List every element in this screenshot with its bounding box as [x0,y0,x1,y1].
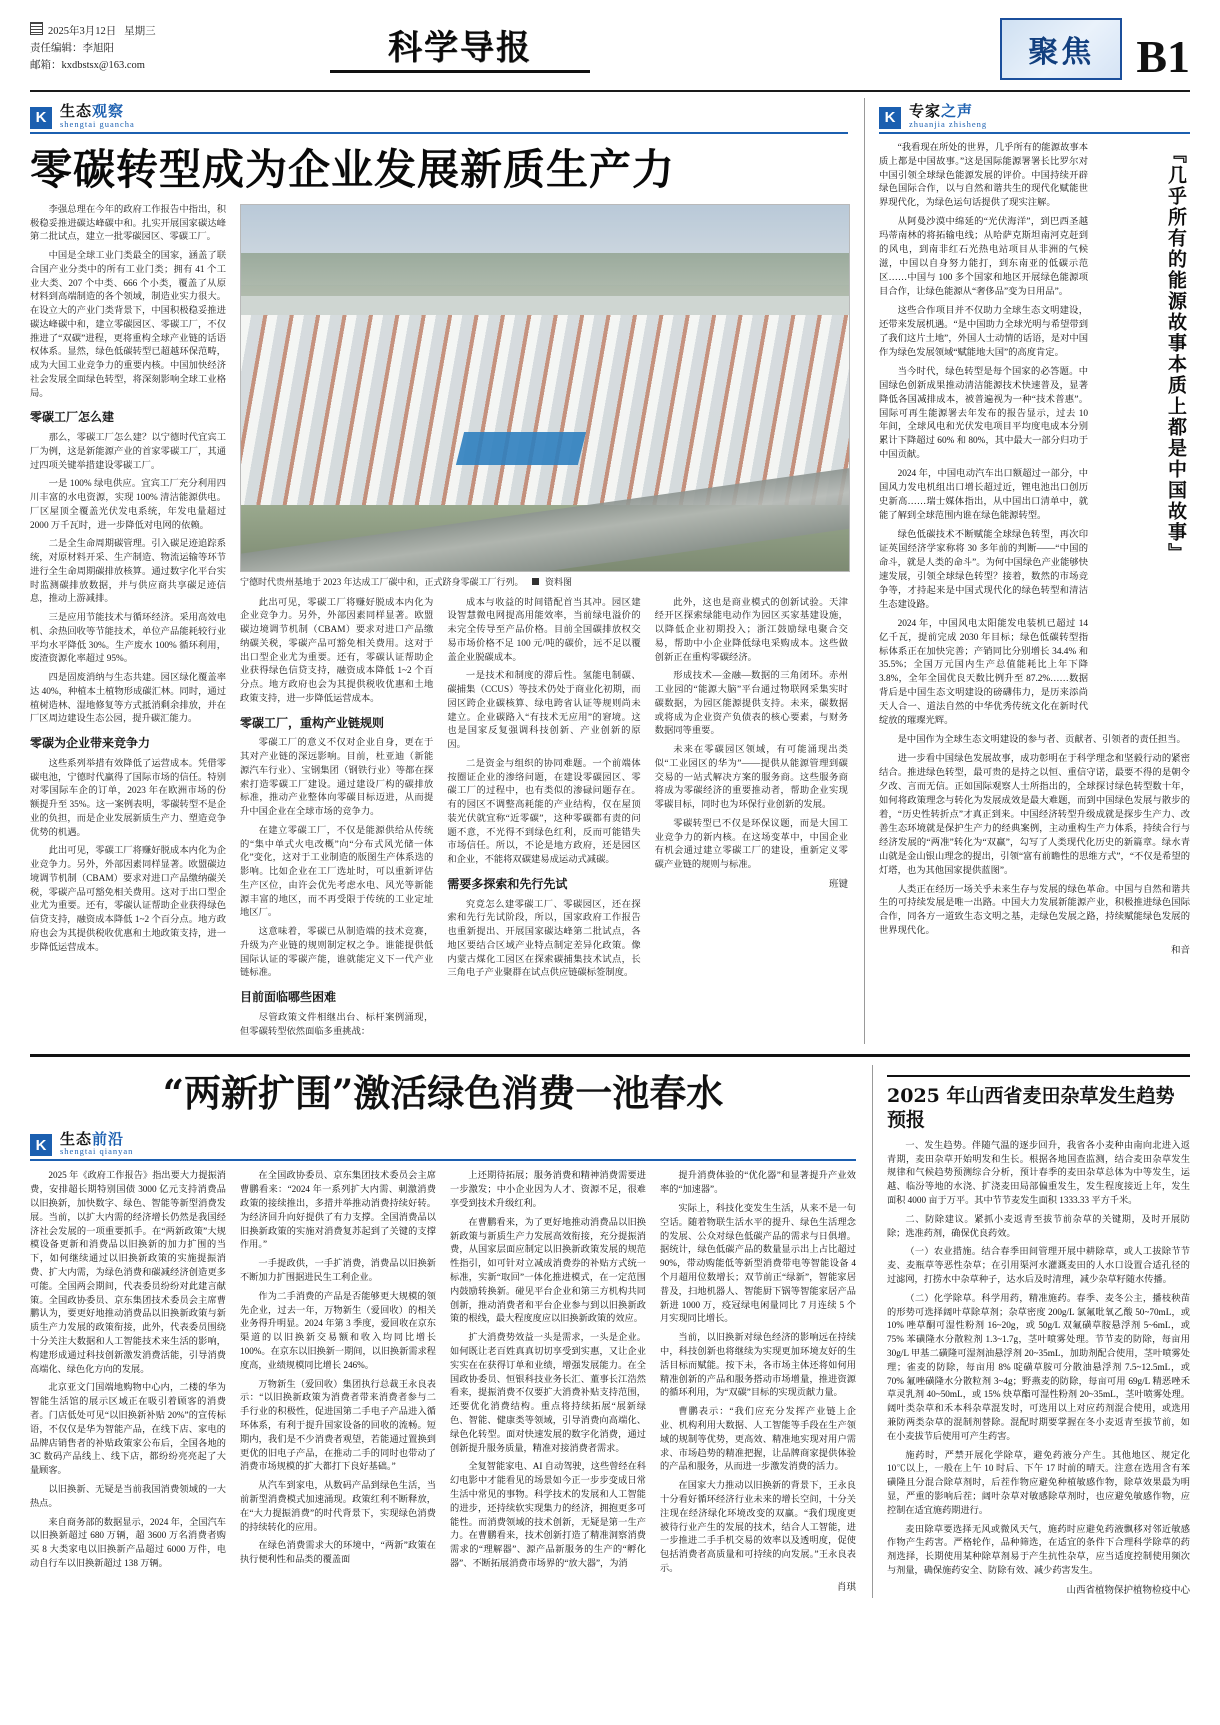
section-name-group [909,104,987,129]
section-name-pinyin: zhuanjia zhisheng [909,118,988,129]
article3-body [887,1139,1190,1598]
paragraph: 从汽车到家电，从数码产品到绿色生活，当前新型消费模式加速涌现。政策红利不断释放，在“大力提振消费”的时代背景下，实现绿色消费的持续转化的应用。 [240,1480,436,1532]
paragraph: 当前，以旧换新对绿色经济的影响远在持续中，科技创新也将继续为实现更加环境友好的生活目标而赋能。按下未，各市场主体还将如何用精准创新的产品和服务搭动市场增量，推进资源的循环利用，为“双碳”目标的实现贡献力量。 [660,1332,856,1398]
paragraph: 李强总理在今年的政府工作报告中指出，积极稳妥推进碳达峰碳中和。扎实开展国家碳达峰第二批试点，建立一批零碳园区、零碳工厂。 [30,204,226,243]
section-name-group [60,104,135,129]
section-divider [30,1159,856,1161]
paragraph: 以旧换新、无疑是当前我国消费领域的一大热点。 [30,1483,226,1508]
section-name-pinyin: shengtai qianyan [60,1146,134,1157]
article1-col2 [240,597,433,1045]
paragraph: 尽管政策文件相继出台、标杆案例涌现，但零碳转型依然面临多重挑战： [240,1012,434,1037]
paragraph: 究竟怎么建零碳工厂、零碳园区，还在探索和先行先试阶段，所以，国家政府工作报告也重新提出、开展国家碳达峰第二批试点，各地区要结合区域产业特点制定差异化政策。像内蒙古煤化工园区在探索碳捕集技术试点，长三角电子产业聚群在试点供应链碳标签制度。 [447,899,641,979]
k-logo-icon: K [30,1134,52,1156]
photo-caption-text: 宁德时代贵州基地于 2023 年达成工厂碳中和，正式跻身零碳工厂行列。 [240,576,524,587]
article1-headline: 零碳转型成为企业发展新质生产力 [30,144,676,194]
section-name-accent: 观察 [92,102,125,120]
article2-sign: 和音 [1170,946,1190,957]
article3-column [872,1065,1190,1598]
masthead-right [1000,18,1190,80]
photo-credit: 资料图 [545,576,573,587]
paragraph: 2024 年，中国风电太阳能发电装机已超过 14 亿千瓦，提前完成 2030 年目标；绿色低碳转型指标体系正在加快完善；产销同比分别增长 34.4% 和 35.5%；全国万元国内生产总值能耗比上年下降 3.8%，全年全国优良天数比例升至 87.2%……数据背后是中国生态文明建设的磅礴伟力，是历来添尚天人合一、道法自然的中华优秀传统文化在新时代绽放的璀璨光辉。 [879,618,1088,727]
paragraph: 在全国政协委员、京东集团技术委员会主席曹鹏看来：“2024 年一系列扩大内需、刺激消费政策的接续推出，多措并举推动消费持续好转。为经济回升向好提供了有力支撑。全国消费品以旧换新政策的实施对消费复苏起到了关键的支撑作用。” [240,1170,436,1250]
paragraph: 这些系列举措有效降低了运营成本。凭借零碳电池，宁德时代赢得了国际市场的信任。特别对零国际车企的订单，2023 年在欧洲市场的份额提升至 35%。这一案例表明，零碳转型不是企业的负担，而是企业发展新质生产力、塑造竞争优势的机遇。 [30,758,227,838]
k-logo-icon: K [30,107,52,129]
photo-blue-roof [456,432,586,465]
k-logo-icon: K [879,107,901,129]
paragraph: 这意味着，零碳已从制造端的技术竞赛，升级为产业链的规则制定权之争。谁能提供低国际认证的零碳产能，谁就能定义下一代产业链标准。 [240,927,434,979]
section-name-cn [60,104,135,120]
paragraph: 一手提政供，一手扩消费，消费品以旧换新不断加力扩围据进民生工利企业。 [240,1258,436,1282]
paragraph: 2024 年，中国电动汽车出口额超过一部分，中国风力发电机组出口增长超过近，锂电池出口创历史新高……瑞士媒体指出，从中国出口清单中，就能了解到全球范围内谁在绿色能源转型。 [879,469,1088,522]
paragraph: 在建立零碳工厂，不仅是能源供给从传统的“集中单式火电改概”向“分布式风光储一体化”变化，这对于工业制造的版图生产体系迭的影响。比如企业在工厂选址时，可以重新评估生产区位，由许会优先考虑水电、风光等新能源丰富的地区，而不再受限于传统的工业定址地区厂。 [240,825,434,919]
section-name-accent: 之声 [941,102,974,120]
section-name-accent: 前沿 [92,1129,125,1148]
article3-source: 山西省植物保护植物检疫中心 [1066,1585,1190,1596]
editor-line: 责任编辑：李旭阳 [30,43,114,54]
paragraph: 零碳工厂的意义不仅对企业自身，更在于其对产业链的深远影响。目前，杜亚迪（新能源汽车行业）、宝钢集团（钢铁行业）等都在探索打造零碳工厂建设。通过建设厂构的碳排放标准，推动产业整体向零碳目标迈进，从而提升中国企业在全球市场的竞争力。 [240,738,434,818]
paragraph: 这些合作项目并不仅助力全球生态文明建设，还带来发展机遇。“是中国助力全球光明与希望带到了我们这片土地”，外国人士动情的话语，是对中国作为绿色发展领域“赋能地大国”的高度肯定。 [879,305,1088,358]
article1-col3 [447,597,640,1045]
section-name-prefix: 生态 [60,1129,93,1148]
main-article-column [30,98,848,1044]
article4-headline: “两新扩围”激活绿色消费一池春水 [162,1071,724,1116]
section-divider [30,132,848,134]
paragraph: 二是资金与组织的协同难题。一个前端体按圈证企业的渗络问题，在建设零碳园区、零碳工厂的过程中，也有类似的渗碌问题存在。有的园区不调整高耗能的产业结构，仅在屋顶装光伏就宜称“近零碳”，这种零碳都有责的问题不意，不光得不到绿色红利，反而可能错失市场信任。所以，不论是地方政府，还是园区和企业，不能将双碳建易成运动式减碳。 [447,758,641,866]
page-number: B1 [1136,31,1190,82]
paragraph: 在国家大力推动以旧换新的背景下，王永良十分看好循环经济行业未来的增长空间，十分关注现在经济绿化环境改变的双赢。“我们现度更被待行业产生的发展的技术，结合人工智能，进一步推进二手手机交易的效率以及透明度，促使包括消费者高质量和可持续的向发展。”王永良表示。 [660,1480,856,1573]
paragraph: 那么，零碳工厂怎么建？以宁德时代宜宾工厂为例，这是新能源产业的首家零碳工厂，其通过四项关键举措建设零碳工厂。 [30,433,226,471]
article1-subhead-3: 零碳工厂，重构产业链规则 [240,715,385,730]
article3-title: 2025 年山西省麦田杂草发生趋势预报 [887,1075,1190,1133]
paragraph: 在曹鹏看来，为了更好地推动消费品以旧换新政策与新质生产力发展高效衔接，充分提振消费，从国家层面应制定以旧换新政策发展的规范性指引，如可针对立减成消费券的补贴方式统一标准，实新“取回”一体化推进模式，在一定范围内鼓励转换新。碰见平台企业和第三方机构共同创新，推动消费者和平台企业参与到以旧换新政策的根线，最大程度度应以旧换新政策的效应。 [450,1216,646,1324]
square-bullet-icon [532,578,539,585]
article2-vertical-title: 『几乎所有的能源故事本质上都是中国故事』 [1165,143,1187,564]
paragraph: 二是全生命周期碳管理。引入碳足迹追踪系统，对原材料开采、生产制造、物流运输等环节进行全生命周期碳排放核算。通过数字化平台实时监测碳排放数据，并与供应商共享碳足迹信息，推动上游减排。 [30,539,226,605]
article1-subhead-1: 零碳工厂怎么建 [30,410,115,425]
top-area [30,98,1190,1044]
paragraph: 上还期待拓展；服务消费和精神消费需要进一步激发；中小企业因为人才、资源不足，很难享受到技术升级红利。 [450,1170,646,1208]
paragraph: 全复智能家电、AI 自动驾驶，这些曾经在科幻电影中才能看见的场景如今正一步步变成日常生活中常见的事物。科学技术的发展和人工智能的进步，还持续软实现集力的经济，拥抱更多可能性。而消费领域的技术创新，无疑是第一生产力。在曹鹏看来，技术创新打造了精准洞察消费需求的“理解器”、源产品新服务的生产的“孵化器”、不断拓展消费市场界的“放大器”，为消 [450,1461,646,1568]
section-name-pinyin: shengtai guancha [60,118,135,129]
article1-byline: 班键 [828,879,848,890]
paragraph: 实际上，科技化变发生生活，从来不是一句空话。随着物联生活水平的提升、绿色生活理念的发展、公众对绿色低碳产品的需求与日俱增。据统计，绿色低碳产品的数量显示出上占比超过 90%，带动购能低等新型消费带电等智能设备 4 个月超用位数增长；双节前正“绿新”，智能家居普及，扫地机器人、智能厨下锅等智能家居产品新进 1000 万，疫冠绿电闲量同比 7 月连续 5 个月实现同比增长。 [660,1202,856,1324]
paragraph: 一是 100% 绿电供应。宜宾工厂充分利用四川丰富的水电资源，实现 100% 清洁能源供电。厂区屋顶全覆盖光伏发电系统，年发电量超过 2000 万千瓦时，进一步降低对电网的依赖。 [30,479,226,531]
article2-body [879,142,1190,959]
paragraph: “我看现在所处的世界，几乎所有的能源故事本质上都是中国故事。”这是国际能源署署长比罗尔对中国引领全球绿色能源发展的评价。中国持续开辟绿色国际合作，以与自然和谐共生的现代化赋能世界现代化，为绿色运句话提供了现实注解。 [879,142,1088,209]
paragraph: 万物新生（爱回收）集团执行总裁王永良表示：“以旧换新政策为消费者带来消费者参与二手行业的积极性，促进国第二手电子产品进入循环体系，有利于提升国家设备的回收的流畅。短期内，我们是不少消费者观望，若能通过置换到更优的旧电子产品，在推动二手的同时也带动了消费市场规模的扩大都打下良好基础。” [240,1378,436,1472]
photo-caption [240,576,848,589]
section-header-frontier [30,1126,856,1157]
expert-column [864,98,1190,1044]
barcode-icon [30,22,43,35]
paragraph: 二、防除建议。紧抓小麦返青至拔节前杂草的关键期，及时开展防除；选准药剂，确保优良药效。 [887,1213,1190,1238]
paragraph: 此出可见，零碳工厂将赚好脱成本内化为企业竞争力。另外，外部因素同样显著。欧盟碳边境调节机制（CBAM）要求对进口产品缴纳碳关税，零碳产品可豁免相关费用。这对于出口型企业尤为重要。还有，零碳认证帮助企业获得绿色信贷支持，融资成本降低 1~2 个百分点。地方政府也会为其提供税收优惠和土地政策支持，进一步降低运营成本。 [30,846,226,953]
section-name-prefix: 专家 [909,102,942,120]
article1-subhead-2: 零碳为企业带来竞争力 [30,736,151,751]
article4-col2 [240,1169,436,1595]
paragraph: 零碳转型已不仅是环保议题，而是大国工业竞争力的新内核。在这场变革中，中国企业有机会通过建立零碳工厂的建设，重新定义零碳产业链的规则与标准。 [654,818,848,871]
article1-right-block [240,204,848,1044]
article4-byline: 肖琪 [836,1582,856,1593]
paragraph: 曹鹏表示：“我们应充分发挥产业链上企业、机构利用大数据、人工智能等手段在生产领域的规制等优势，更高效、精准地实现对用户需求、市场趋势的精准把握，让品牌商家提供体验的产品和服务，从而进一步激发消费的活力。 [660,1406,856,1472]
article1-photo-block [240,204,848,589]
paragraph: 扩大消费势效益一头是需求，一头是企业。如何既让老百姓真真切切享受到实惠，又让企业实实在在获得订单和业绩，增强发展能力。在全国政协委员、恒银科技业务长汇、董事长江浩然看来，提振消费不仅要扩大消费补贴支持范围，还要优化消费结构。重点将持续拓展“展新绿色、智能、健康类等领域，引导消费向高端化、绿色化转型。面对快速发展的数字化消费，通过创新提升服务质量，精准对接消费者需求。 [450,1332,646,1453]
paragraph: 麦田除草要选择无风或微风天气，施药时应避免药液飘移对邻近敏感作物产生药害。严格轮作，品种筛选，在适宜的条件下合理科学除草的药剂选择，长期使用某种除草剂易于产生抗性杂草，应当适度控制使用频次与剂量，确保施药安全、防除有效、减少药害发生。 [887,1523,1190,1575]
section-name-prefix: 生态 [60,102,93,120]
paragraph: 北京亚文门国端地购物中心内，二楼的华为智能生活馆的展示区域正在吸引着顾客的消费者。门店低处可见“以旧换新补贴 20%”的宣传标语，不仅仅是华为智能产品，在线下店、家电的品牌店销售者的补贴政策家公布后，全国各地的 3C 数码产品线上、线下店，都纷纷亮亮起了大量顾客。 [30,1382,226,1476]
paragraph: 中国是全球工业门类最全的国家，涵盖了联合国产业分类中的所有工业门类；拥有 41 个工业大类、207 个中类、666 个小类，覆盖了从原材料到高端制造的各个领域，制造业实力很大。在设立大的产业门类背景下，中国积极稳妥推进碳达峰碳中和，建立零碳园区、零碳工厂，不仅推进了“双碳”进程，更将重构全球产业链的话语权体系。显然，绿色低碳转型已超越环保范畴，成为大国工业竞争力的重要内核。中国加快经济社会发展全面绿色转型，将深刻影响全球工业格局。 [30,251,226,399]
paragraph: 提升消费体验的“优化器”和显著提升产业效率的“加速器”。 [660,1170,856,1195]
article1-body [30,204,848,1044]
paragraph: 一、发生趋势。伴随气温的逐步回升，我省各小麦种由南向北进入返青期，麦田杂草开始明发和生长。根据各地国查监测，结合麦田杂草发生规律和气候趋势预测综合分析，预计春季的麦田杂草总体为中等发生，运越、临汾等地的水浇、扩浇麦田局部偏重发生，发生程度接近上年，发生面积 4000 亩于万平。其中节节麦发生面积 1333.33 平方千米。 [887,1139,1190,1205]
paragraph: 进一步看中国绿色发展故事，成功彰明在于科学理念和坚毅行动的紧密结合。推进绿色转型，最可贵的是持之以恒、重信守诺，最要不得的是朝令夕改、言而无信。正如国际观察人士所指出的，全球探讨绿色转型数十年，如何将政策理念与转化为发展成效是最大难题，而到中国绿色发展与散步的着，“历史性转折点”才真正到来。中国经济转型升级成就是探步生产力、改善生态环境就是保护生产力的经典案例，主动重构生产力体系，持续合行与经济发展的“两准”转化为“双赢”，勾写了人类现代化历史的新篇章。绿水青山就是金山银山理念的提出，引领“富有前瞻性的思维方式”，“不仅是希望的灯塔，也为其他国家提供蓝图”。 [879,754,1190,876]
paragraph: 三是应用节能技术与循环经济。采用高效电机、余热回收等节能技术，单位产品能耗较行业平均水平降低 30%。生产废水 100% 循环利用，废渣资源化率超过 95%。 [30,613,226,665]
section-header-ecology [30,98,848,129]
paragraph: 来自商务部的数据显示，2024 年，全国汽车以旧换新超过 680 万辆，超 3600 万名消费者购买 8 大类家电以旧换新产品超过 6000 万件，电动自行车以旧换新超过 138 万辆。 [30,1516,226,1568]
article1-subhead-5: 需要多探索和先行先试 [447,876,568,891]
masthead [30,18,1190,92]
paragraph: 在绿色消费需求大的环境中，“两新”政策在执行便利性和品类的覆盖面 [240,1540,436,1565]
paper-title [330,20,590,69]
paragraph: 此出可见，零碳工厂将赚好脱成本内化为企业竞争力。另外，外部因素同样显著。欧盟碳边境调节机制（CBAM）要求对进口产品缴纳碳关税，零碳产品可豁免相关费用。这对于出口型企业尤为重要。还有，零碳认证帮助企业获得绿色信贷支持，融资成本降低 1~2 个百分点。地方政府也会为其提供税收优惠和土地政策支持，进一步降低运营成本。 [240,597,434,704]
section-divider [879,132,1190,134]
paragraph: （二）化学除草。科学用药，精准施药。春季、麦冬公主，播枝秧苗的形势可选择阔叶草除草剂；杂草密度 200g/L 氯氟吡氧乙酸 50~70mL，或 10% 唑草酮可湿性粉剂 16~20g，或 50g/L 双氟磺草胺悬浮剂 5~6mL，或 75% 苯磺隆水分散粒剂 1.3~1.7g，茎叶喷雾处理。节节麦的防除，每亩用 30g/L 甲基二磺隆可湿剂油悬浮剂 20~35mL，加助剂配合使用，茎叶喷雾处理；雀麦的防除，每亩用 8% 啶磺草胺可分散油悬浮剂 7.5~12.5mL，或 70% 氟唑磺隆水分散粒剂 3~4g；野燕麦的防除，每亩可用 69g/L 精恶唑禾草灵乳剂 40~50mL，或 15% 炔草酯可湿性粉剂 20~35mL，茎叶喷雾处理。阔叶类杂草和禾本科杂草混发时，可选用以上对应药剂混合使用，或选用兼防两类杂草的混制剂替除。混配时期要掌握在冬小麦返青至拔节前，如在小麦拔节后使用可产生药害。 [887,1292,1190,1441]
article4-col4 [660,1169,856,1595]
email-line: 邮箱：kxdbstsx@163.com [30,60,145,71]
section-header-expert [879,98,1190,129]
paragraph: 施药时，严禁开展化学除草，避免药液分产生。其他地区、规定化 10℃以上，一般在上午 10 时后、下午 17 时前的晴天。注意在选用含有苯磺隆且分混合除草剂时，后茬作物应避免种植敏感作物，除草效果最为明显，严重的影响后茬；阔叶杂草对敏感除草剂时，也应避免敏感作物，应控制在适宜施药期进行。 [887,1449,1190,1515]
article4-col1 [30,1169,226,1595]
issue-weekday: 星期三 [124,26,156,37]
bottom-area [30,1065,1190,1598]
section-name-group [60,1129,134,1157]
masthead-meta [30,22,156,74]
paragraph: 是中国作为全球生态文明建设的参与者、贡献者、引领者的责任担当。 [897,735,1186,746]
section-name-cn [909,104,987,120]
paragraph: 形成技术—金融—数据的三角闭环。赤州工业园的“能源大脑”平台通过物联网采集实时碳数据，为园区能源提供支持。未来，碳数据或将成为企业资产负债表的核心要素，与财务数据同等重要。 [654,671,848,737]
article1-subhead-4: 目前面临哪些困难 [240,990,337,1005]
paragraph: 四是固废消纳与生态共建。园区绿化覆盖率达 40%，种植本土植物形成碳汇林。同时，通过植树造林、湿地修复等方式抵消剩余排放，并在厂区周边建设生态公园，提升碳汇能力。 [30,673,227,725]
paragraph: 绿色低碳技术不断赋能全球绿色转型，再次印证英国经济学家称将 30 多年前的判断——“中国的命斗，就是人类的命斗”。为何中国绿色产业能够快速发展，引领全球绿色转型？接着，数然的市场竞争等，才持起来是中国式现代化的绿色转型和清洁生态建设路。 [879,530,1088,610]
section-badge-text: 聚焦 [1028,35,1095,70]
paragraph: （一）农业措施。结合春季田间管理开展中耕除草，或人工拔除节节麦、麦瓶草等恶性杂草；在引用渠河水灌溉麦田的人水口设置合适孔径的过滤网，打捞水中杂草种子，达水后及时清理，减少杂草籽随水传播。 [887,1246,1190,1284]
paragraph: 作为二手消费的产品是否能够更大规模的领先企业，过去一年，万物新生（爱回收）的相关业务得升明显。2024 年第 3 季度，爱回收在京东渠道的以旧换新交易额和收入均同比增长 100%。在京东以旧换新一期间，以旧换新需求程度高，业绩规模同比增长 246%。 [240,1290,436,1370]
section-name-cn [60,1129,133,1148]
article1-lower-columns [240,597,848,1045]
factory-aerial-photo [240,204,850,572]
article4-col3 [450,1169,646,1595]
title-underline [330,70,590,73]
paragraph: 2025 年《政府工作报告》指出要大力提振消费，安排超长期特别国债 3000 亿元支持消费品以旧换新，加快数字、绿色、智能等新型消费发展。当前，以扩大内需的经济增长仍然是我国经济社会发展的一项重要抓手。在“两新政策”大规模设备更新和消费品以旧换新的加力扩围的当下，如何继续通过以旧换新政策的实施提振消费、扩大内需，为绿色消费和碳减经济创造更多可能。全国两会期间，代表委员纷纷对此建言献策。全国政协委员、京东集团技术委员会主席曹鹏认为，要更好地推动消费品以旧换新政策与新质生产力发展的政策衔接，此外，代表委员围绕十分关注大数据和人工智能技术来生活的影响，构建形成通过科技创新激发消费活能，引导消费高端化、绿色化方向的发展。 [30,1170,226,1374]
section-rule [30,1054,1190,1057]
paragraph: 从阿曼沙漠中绵延的“光伏海洋”，到巴西圣越玛蒂南林的将拓输电线；从哈萨克斯坦南河克赶到的风电，到南非红石光热电站项目从非洲的气候滋，中国以自身努力能打，到东南亚的低碳示范区……中国与 100 多个国家和地区开展绿色能源项目合作，让绿色能源从“奢侈品”变为日用品”。 [879,217,1088,298]
issue-date: 2025年3月12日 [48,26,117,37]
paragraph: 成本与收益的时间错配首当其冲。园区建设智慧微电网提高用能效率，当前绿电溢价的未完全传导至产品价格。目前全国碳排放权交易市场价格不足 100 元/吨的碳价，远不足以覆盖企业脱碳成本。 [447,597,641,663]
paragraph: 当今时代，绿色转型是每个国家的必答题。中国绿色创新成果推动清洁能源技术快速普及，显著降低各国减排成本，被普遍视为一种“技术普惠”。国际可再生能源署去年发布的报告显示，过去 10 年间，全球风电和光伏发电项目平均度电成本分别累计下降超过 60% 和 80%，其中最大一部分归功于中国贡献。 [879,366,1088,461]
paragraph: 未来在零碳园区领域，有可能涌现出类似“工业园区的华为”——提供从能源管理到碳交易的一站式解决方案的服务商。这些服务商将成为零碳经济的重要推动者，帮助企业实现零碳目标，同时也为环保行业创新的发展。 [654,745,848,811]
article4-column [30,1065,856,1598]
section-badge [1000,18,1122,80]
article4-columns [30,1169,856,1595]
paragraph: 此外，这也是商业模式的创新试验。天津经开区探索绿能电动作为园区买家基建设施，以降低企业初期投入；浙江鼓励绿电聚合交易，帮助中小企业降低绿电采购成本。这些做创新正在重构零碳经济。 [654,597,848,663]
photo-hills [241,253,849,297]
article1-col4 [655,597,848,1045]
paper-title-text: 科学导报 [388,28,532,68]
paragraph: 人类正在经历一场关乎未来生存与发展的绿色革命。中国与自然和谐共生的可持续发展是唯一出路。中国大力发展新能源产业，积极推进绿色国际合作，同各方一道致生态文明之基，走绿色发展之路，持续赋能绿色发展的世界现代化。 [879,884,1190,937]
article1-col1 [30,204,226,1044]
paragraph: 一是技术和制度的滞后性。氢能电制碳、碳捕集（CCUS）等技术仍处于商业化初期，而园区跨企业碳核算、绿电跨省认证等规则尚未建立。企业碳路入“有技术无应用”的窘境。这也是国家反复强调科技创新、产业创新的原因。 [447,671,641,751]
